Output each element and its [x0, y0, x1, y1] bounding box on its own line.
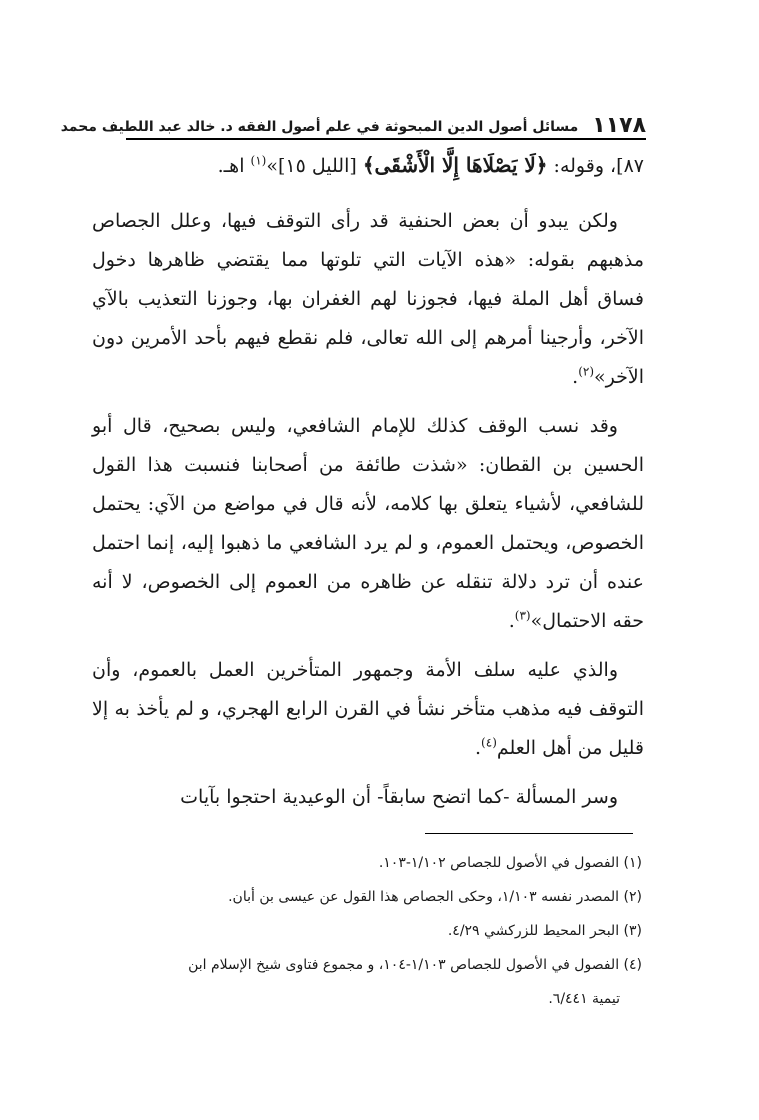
- paragraph-3-text: وقد نسب الوقف كذلك للإمام الشافعي، وليس بصحيح، قال أبو الحسين بن القطان: «شذت طائفة من أصحابنا فنسبت هذا القول للشافعي، لأشياء يتعلق بها كلامه، لأنه قال في مواضع من الآي: يحتمل الخصوص، ويحتمل العموم، و لم يرد الشافعي ما ذهبوا إليه، إنما احتمل عنده أن ترد دلالة تنقله عن ظاهره من العموم إلى الخصوص، لا أنه حقه الاحتمال»: [92, 415, 644, 632]
- footnote-3: (٣) البحر المحيط للزركشي ٤/٢٩.: [447, 923, 642, 939]
- running-header: [60, 112, 646, 140]
- footnotes: [96, 846, 642, 1016]
- footnote-separator: [425, 833, 633, 834]
- footnote-1: (١) الفصول في الأصول للجصاص ١/١٠٢-١٠٣.: [378, 855, 642, 871]
- line1-post: اهـ.: [217, 155, 251, 177]
- quran-verse: ﴿لَا يَصْلَاهَا إِلَّا الْأَشْقَى﴾: [362, 153, 548, 177]
- note-ref-4[interactable]: (٤): [481, 735, 497, 750]
- footnote-2: (٢) المصدر نفسه ١/١٠٣، وحكى الجصاص هذا القول عن عيسى بن أبان.: [228, 889, 642, 905]
- note-ref-2[interactable]: (٢): [578, 364, 595, 379]
- paragraph-3: [92, 407, 644, 641]
- running-title: مسائل أصول الدين المبحوثة في علم أصول الفقه د. خالد عبد اللطيف محمد: [60, 119, 579, 135]
- paragraph-4-end: .: [475, 737, 482, 759]
- main-text: [92, 146, 644, 827]
- paragraph-1: [92, 146, 644, 186]
- paragraph-5-text: وسر المسألة -كما اتضح سابقاً- أن الوعيدية احتجوا بآيات: [180, 786, 618, 808]
- paragraph-4-text: والذي عليه سلف الأمة وجمهور المتأخرين العمل بالعموم، وأن التوقف فيه مذهب متأخر نشأ في القرن الرابع الهجري، و لم يأخذ به إلا قليل من أهل العلم: [92, 659, 644, 759]
- paragraph-3-end: .: [508, 610, 515, 632]
- footnote-4-continued: تيمية ٦/٤٤١.: [548, 991, 620, 1007]
- paragraph-2: [92, 202, 644, 397]
- verse-reference: [الليل ١٥]»: [266, 155, 363, 177]
- paragraph-2-text: ولكن يبدو أن بعض الحنفية قد رأى التوقف فيها، وعلل الجصاص مذهبهم بقوله: «هذه الآيات التي تلوتها مما يقتضي ظاهرها دخول فساق أهل الملة فيها، فجوزنا لهم الغفران بها، وجوزنا التعذيب بالآي الآخر، وأرجينا أمرهم إلى الله تعالى، فلم نقطع فيهم بأحد الأمرين دون الآخر»: [92, 210, 644, 388]
- note-ref-3[interactable]: (٣): [514, 608, 531, 623]
- note-ref-1[interactable]: (١): [250, 153, 267, 168]
- paragraph-2-end: .: [572, 366, 579, 388]
- footnote-4: (٤) الفصول في الأصول للجصاص ١/١٠٣-١٠٤، و مجموع فتاوى شيخ الإسلام ابن: [188, 957, 642, 973]
- page-number: ١١٧٨: [592, 113, 646, 138]
- paragraph-4: [92, 651, 644, 768]
- paragraph-5: [92, 778, 644, 817]
- line1-pre: ٨٧]، وقوله:: [547, 155, 644, 177]
